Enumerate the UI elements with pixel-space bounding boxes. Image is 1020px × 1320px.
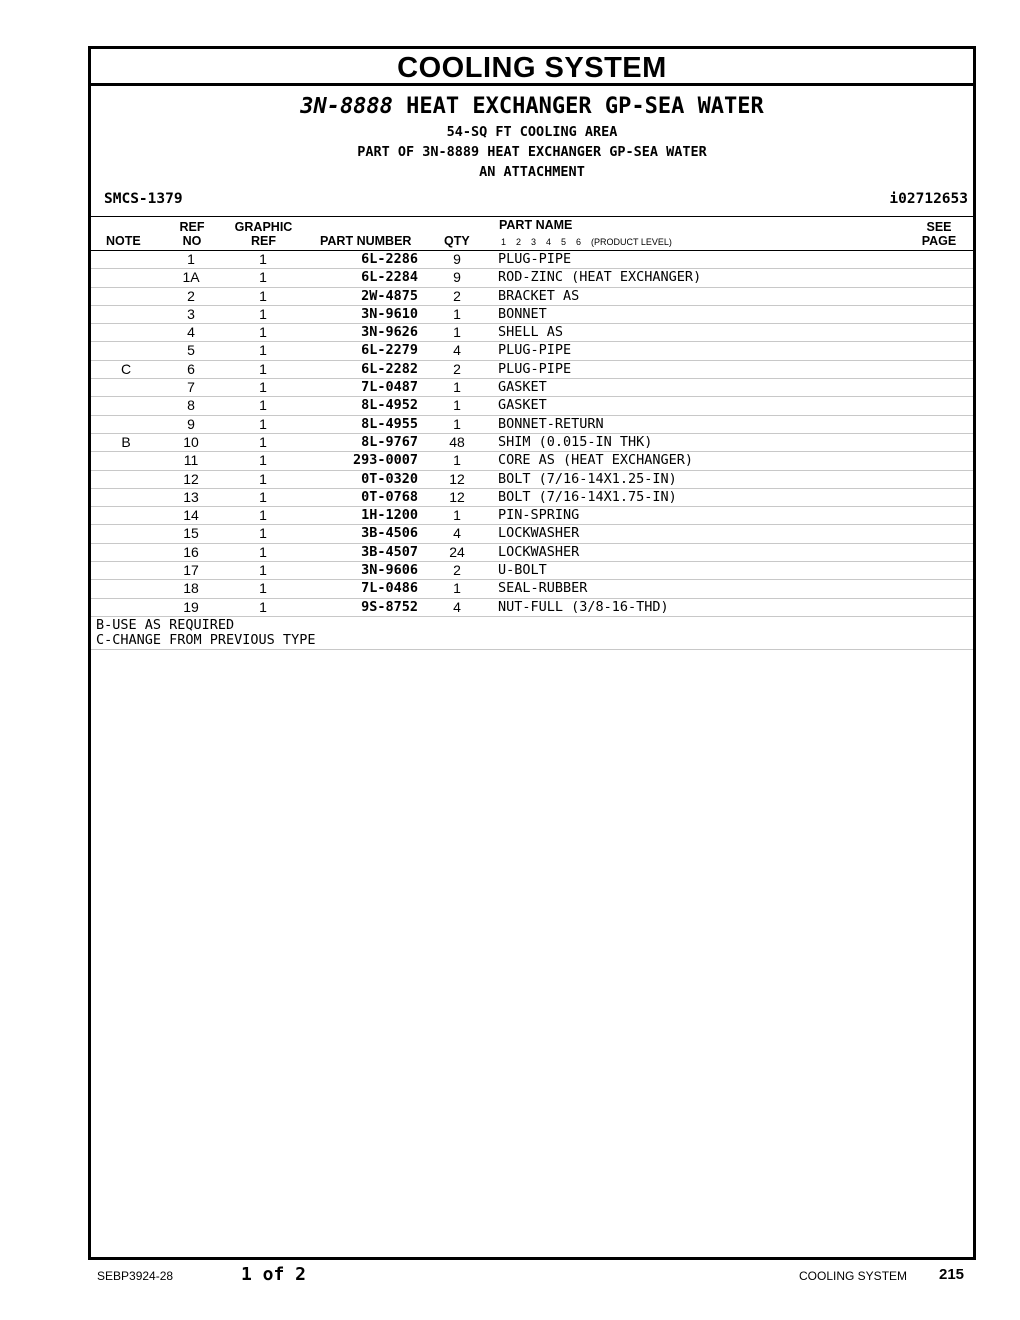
qty-cell: 2 [453,360,461,377]
table-row [91,562,973,580]
table-row [91,507,973,525]
part-number-cell: 293-0007 [352,452,418,469]
qty-cell: 1 [453,379,461,396]
part-name-cell: CORE AS (HEAT EXCHANGER) [498,452,694,469]
graphic-ref-cell: 1 [259,269,267,286]
graphic-ref-cell: 1 [259,507,267,524]
ref-no-cell: 17 [183,562,199,579]
group-subtitle-1: 54-SQ FT COOLING AREA [446,124,618,140]
graphic-ref-cell: 1 [259,415,267,432]
header-ref-top: REF [179,220,205,234]
part-number-cell: 8L-9767 [361,433,418,450]
group-subtitle-3: AN ATTACHMENT [479,164,585,180]
header-qty: QTY [444,234,470,248]
note-cell: C [120,360,132,377]
graphic-ref-cell: 1 [259,543,267,560]
ref-no-cell: 1 [187,251,195,267]
qty-cell: 2 [453,562,461,579]
smcs-code: SMCS-1379 [104,191,183,207]
ref-no-cell: 13 [183,488,199,505]
graphic-ref-cell: 1 [259,305,267,322]
graphic-ref-cell: 1 [259,525,267,542]
qty-cell: 4 [453,342,461,359]
graphic-ref-cell: 1 [259,488,267,505]
part-number-cell: 3N-9610 [361,305,418,322]
table-row [91,416,973,434]
footer-section: COOLING SYSTEM [799,1269,908,1283]
graphic-ref-cell: 1 [259,580,267,597]
table-row [91,251,973,269]
header-see-bottom: PAGE [921,234,957,248]
part-number-cell: 6L-2286 [361,251,418,267]
ref-no-cell: 14 [183,507,199,524]
ref-no-cell: 10 [183,433,199,450]
ref-no-cell: 1A [182,269,200,286]
qty-cell: 9 [453,269,461,286]
qty-cell: 12 [449,470,465,487]
ref-no-cell: 6 [187,360,195,377]
part-name-cell: BOLT (7/16-14X1.75-IN) [498,488,677,505]
graphic-ref-cell: 1 [259,287,267,304]
part-name-cell: LOCKWASHER [498,525,580,542]
qty-cell: 1 [453,324,461,341]
part-number-cell: 8L-4952 [361,397,418,414]
part-number-cell: 2W-4875 [361,287,418,304]
table-row [91,342,973,360]
qty-cell: 1 [453,397,461,414]
table-row [91,361,973,379]
graphic-ref-cell: 1 [259,379,267,396]
header-note: NOTE [106,234,141,248]
table-row [91,544,973,562]
ref-no-cell: 7 [187,379,195,396]
header-see-top: SEE [926,220,952,234]
graphic-ref-cell: 1 [259,470,267,487]
ref-no-cell: 5 [187,342,195,359]
table-row [91,489,973,507]
footer-doc-number: SEBP3924-28 [97,1269,174,1283]
qty-cell: 24 [449,543,465,560]
header-ref-bottom: NO [182,234,202,248]
graphic-ref-cell: 1 [259,251,267,267]
part-name-cell: SHELL AS [498,324,564,341]
header-part-number: PART NUMBER [320,234,412,248]
illustration-id: i02712653 [889,191,968,207]
ref-no-cell: 18 [183,580,199,597]
qty-cell: 2 [453,287,461,304]
part-number-cell: 6L-2282 [361,360,418,377]
part-number-cell: 3N-9606 [361,562,418,579]
qty-cell: 1 [453,580,461,597]
group-title [91,92,973,122]
qty-cell: 9 [453,251,461,267]
qty-cell: 1 [453,452,461,469]
part-name-cell: SEAL-RUBBER [498,580,588,597]
ref-no-cell: 4 [187,324,195,341]
part-name-cell: SHIM (0.015-IN THK) [498,433,653,450]
part-number-cell: 3N-9626 [361,324,418,341]
part-name-cell: U-BOLT [498,562,547,579]
part-name-cell: GASKET [498,379,547,396]
ref-no-cell: 19 [183,598,199,615]
part-name-cell: ROD-ZINC (HEAT EXCHANGER) [498,269,702,286]
part-name-cell: BOLT (7/16-14X1.25-IN) [498,470,677,487]
part-number-cell: 6L-2284 [361,269,418,286]
id-row [91,190,973,217]
part-name-cell: PLUG-PIPE [498,251,572,267]
table-row [91,324,973,342]
qty-cell: 12 [449,488,465,505]
part-name-cell: BONNET [498,305,547,322]
parts-table-body [91,251,973,617]
group-subtitle-2: PART OF 3N-8889 HEAT EXCHANGER GP-SEA WATER [357,144,707,160]
ref-no-cell: 15 [183,525,199,542]
part-number-cell: 7L-0486 [361,580,418,597]
part-name-cell: NUT-FULL (3/8-16-THD) [498,598,669,615]
section-title: COOLING SYSTEM [91,49,973,86]
part-number-cell: 9S-8752 [361,598,418,615]
header-product-level: 1 2 3 4 5 6 (PRODUCT LEVEL) [501,237,672,247]
part-number-cell: 3B-4507 [361,543,418,560]
table-row [91,288,973,306]
table-row [91,379,973,397]
group-name: HEAT EXCHANGER GP-SEA WATER [406,94,764,119]
part-name-cell: GASKET [498,397,547,414]
table-header [91,217,973,251]
page-frame [88,46,976,1260]
table-row [91,452,973,470]
qty-cell: 1 [453,305,461,322]
table-row [91,269,973,287]
table-row [91,580,973,598]
graphic-ref-cell: 1 [259,598,267,615]
table-row [91,397,973,415]
part-number-cell: 3B-4506 [361,525,418,542]
part-number-cell: 6L-2279 [361,342,418,359]
page-footer [0,1262,1020,1290]
ref-no-cell: 11 [183,452,199,469]
qty-cell: 1 [453,507,461,524]
qty-cell: 4 [453,598,461,615]
note-c: C-CHANGE FROM PREVIOUS TYPE [96,631,316,648]
graphic-ref-cell: 1 [259,397,267,414]
qty-cell: 48 [449,433,465,450]
table-row [91,306,973,324]
note-cell: B [121,433,131,450]
group-part-number: 3N-8888 [300,94,393,119]
qty-cell: 4 [453,525,461,542]
table-row [91,599,973,617]
table-row [91,434,973,452]
part-number-cell: 7L-0487 [361,379,418,396]
part-number-cell: 8L-4955 [361,415,418,432]
table-row [91,525,973,543]
ref-no-cell: 16 [183,543,199,560]
ref-no-cell: 2 [187,287,195,304]
graphic-ref-cell: 1 [259,562,267,579]
ref-no-cell: 9 [187,415,195,432]
notes-block [91,617,973,650]
footer-page-number: 215 [939,1266,965,1283]
header-graphic-bottom: REF [251,234,276,248]
graphic-ref-cell: 1 [259,360,267,377]
ref-no-cell: 12 [183,470,199,487]
footer-page-of: 1 of 2 [241,1264,307,1285]
part-name-cell: PIN-SPRING [498,507,580,524]
graphic-ref-cell: 1 [259,324,267,341]
ref-no-cell: 8 [187,397,195,414]
graphic-ref-cell: 1 [259,433,267,450]
part-number-cell: 1H-1200 [361,507,418,524]
graphic-ref-cell: 1 [259,452,267,469]
part-name-cell: BRACKET AS [498,287,580,304]
ref-no-cell: 3 [187,305,195,322]
graphic-ref-cell: 1 [259,342,267,359]
part-number-cell: 0T-0768 [361,488,418,505]
header-part-name: PART NAME [499,218,573,232]
header-graphic-top: GRAPHIC [234,220,293,234]
note-b: B-USE AS REQUIRED [96,616,235,633]
table-row [91,471,973,489]
part-name-cell: LOCKWASHER [498,543,580,560]
part-name-cell: BONNET-RETURN [498,415,604,432]
qty-cell: 1 [453,415,461,432]
part-name-cell: PLUG-PIPE [498,342,572,359]
part-number-cell: 0T-0320 [361,470,418,487]
part-name-cell: PLUG-PIPE [498,360,572,377]
